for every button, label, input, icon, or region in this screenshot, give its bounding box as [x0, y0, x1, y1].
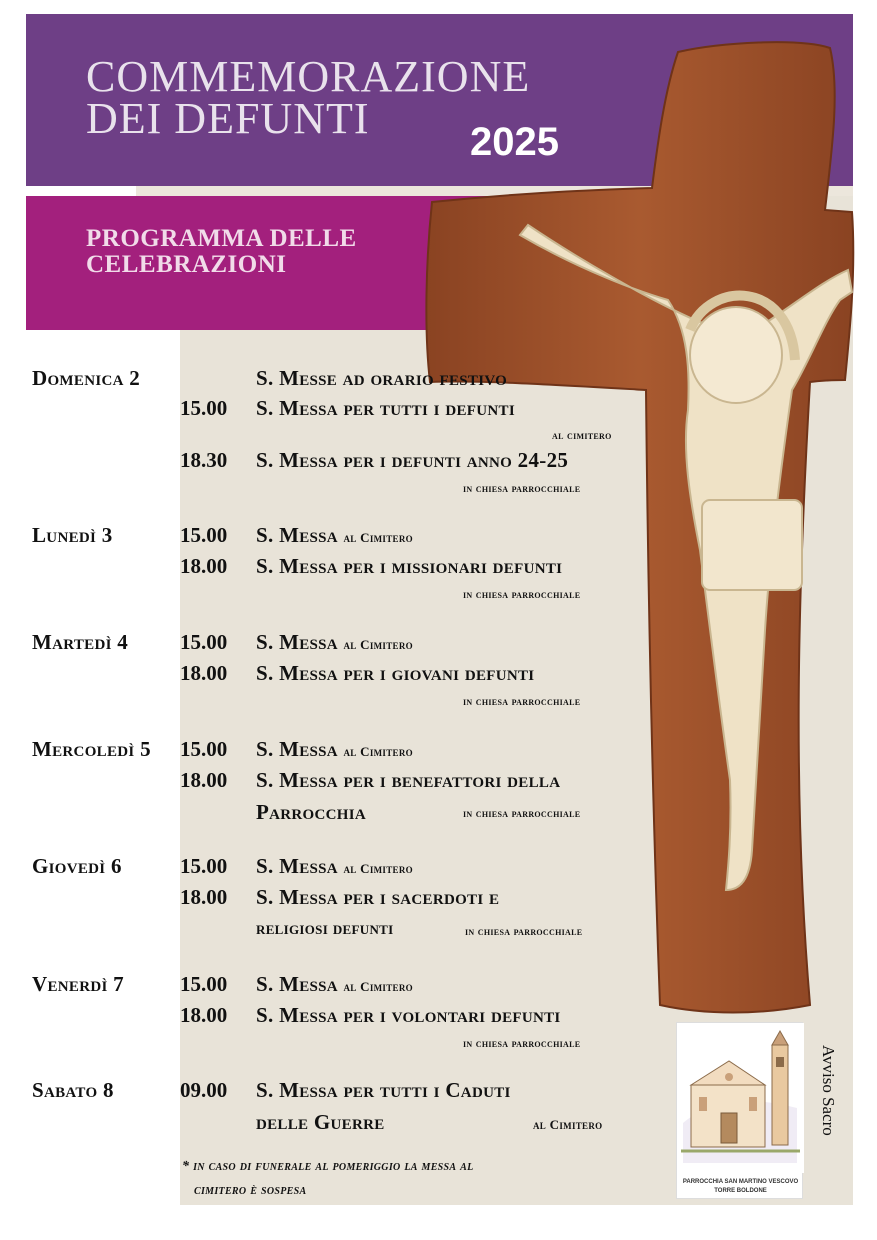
event-desc: S. Messa per i benefattori della: [256, 768, 561, 792]
event-location: in chiesa parrocchiale: [463, 1036, 581, 1050]
event-location: in chiesa parrocchiale: [463, 694, 581, 708]
event-desc: S. Messa al Cimitero: [256, 854, 413, 878]
side-label: Avviso Sacro: [819, 1045, 838, 1136]
event-location: in chiesa parrocchiale: [463, 587, 581, 601]
event-desc: S. Messa al Cimitero: [256, 523, 413, 547]
day-martedi: Martedì 4: [32, 630, 129, 654]
church-card: [676, 1022, 803, 1199]
day-venerdi: Venerdì 7: [32, 972, 124, 996]
event-location: al Cimitero: [343, 637, 413, 652]
event-time: 09.00: [180, 1078, 228, 1102]
subtitle-line-2: CELEBRAZIONI: [86, 251, 287, 278]
event-location: al Cimitero: [343, 979, 413, 994]
parish-name: PARROCCHIA SAN MARTINO VESCOVO: [682, 1179, 799, 1185]
crucifix-image: [420, 30, 860, 1020]
day-giovedi: Giovedì 6: [32, 854, 122, 878]
day-sabato: Sabato 8: [32, 1078, 114, 1102]
event-location: al Cimitero: [343, 530, 413, 545]
footnote-line-2: cimitero è sospesa: [194, 1183, 307, 1198]
event-desc-cont: Parrocchia: [256, 800, 366, 824]
event-location: al cimitero: [552, 428, 612, 442]
event-time: 15.00: [180, 523, 228, 547]
event-time: 15.00: [180, 972, 228, 996]
event-time: 18.30: [180, 448, 228, 472]
day-mercoledi: Mercoledì 5: [32, 737, 151, 761]
event-desc: S. Messa per i volontari defunti: [256, 1003, 561, 1027]
event-time: 15.00: [180, 737, 228, 761]
event-time: 18.00: [180, 885, 228, 909]
event-desc: S. Messa per i missionari defunti: [256, 554, 563, 578]
subtitle-line-1: PROGRAMMA DELLE: [86, 225, 357, 252]
event-desc: S. Messa al Cimitero: [256, 737, 413, 761]
event-time: 18.00: [180, 661, 228, 685]
event-time: 18.00: [180, 1003, 228, 1027]
event-location: al Cimitero: [533, 1117, 603, 1132]
event-desc: S. Messa per i giovani defunti: [256, 661, 535, 685]
header-divider-left: [26, 186, 136, 196]
event-desc: S. Messa per tutti i defunti: [256, 396, 515, 420]
title-line-1: COMMEMORAZIONE: [86, 52, 531, 101]
event-time: 18.00: [180, 768, 228, 792]
event-desc: S. Messa per tutti i Caduti: [256, 1078, 511, 1102]
event-time: 15.00: [180, 630, 228, 654]
event-location: al Cimitero: [343, 744, 413, 759]
event-time: 15.00: [180, 854, 228, 878]
event-location: in chiesa parrocchiale: [465, 924, 583, 938]
footnote: [182, 1155, 652, 1203]
day-lunedi: Lunedì 3: [32, 523, 113, 547]
event-desc: S. Messa al Cimitero: [256, 630, 413, 654]
footnote-line-1: * in caso di funerale al pomeriggio la messa al: [182, 1159, 474, 1174]
event-desc-cont: religiosi defunti: [256, 918, 394, 938]
day-domenica: Domenica 2: [32, 366, 141, 390]
year: 2025: [470, 120, 559, 164]
title-line-2: DEI DEFUNTI: [86, 94, 370, 143]
event-time: 15.00: [180, 396, 228, 420]
event-desc: S. Messa per i sacerdoti e: [256, 885, 500, 909]
event-location: al Cimitero: [343, 861, 413, 876]
event-desc-cont: delle Guerre: [256, 1110, 385, 1134]
event-desc: S. Messa per i defunti anno 24-25: [256, 448, 569, 472]
event-time: 18.00: [180, 554, 228, 578]
subtitle: [86, 226, 446, 278]
event-location: in chiesa parrocchiale: [463, 481, 581, 495]
event-desc: S. Messe ad orario festivo: [256, 366, 508, 390]
church-drawing: [677, 1023, 804, 1173]
parish-town: TORRE BOLDONE: [714, 1188, 767, 1194]
event-location: in chiesa parrocchiale: [463, 806, 581, 820]
event-desc: S. Messa al Cimitero: [256, 972, 413, 996]
